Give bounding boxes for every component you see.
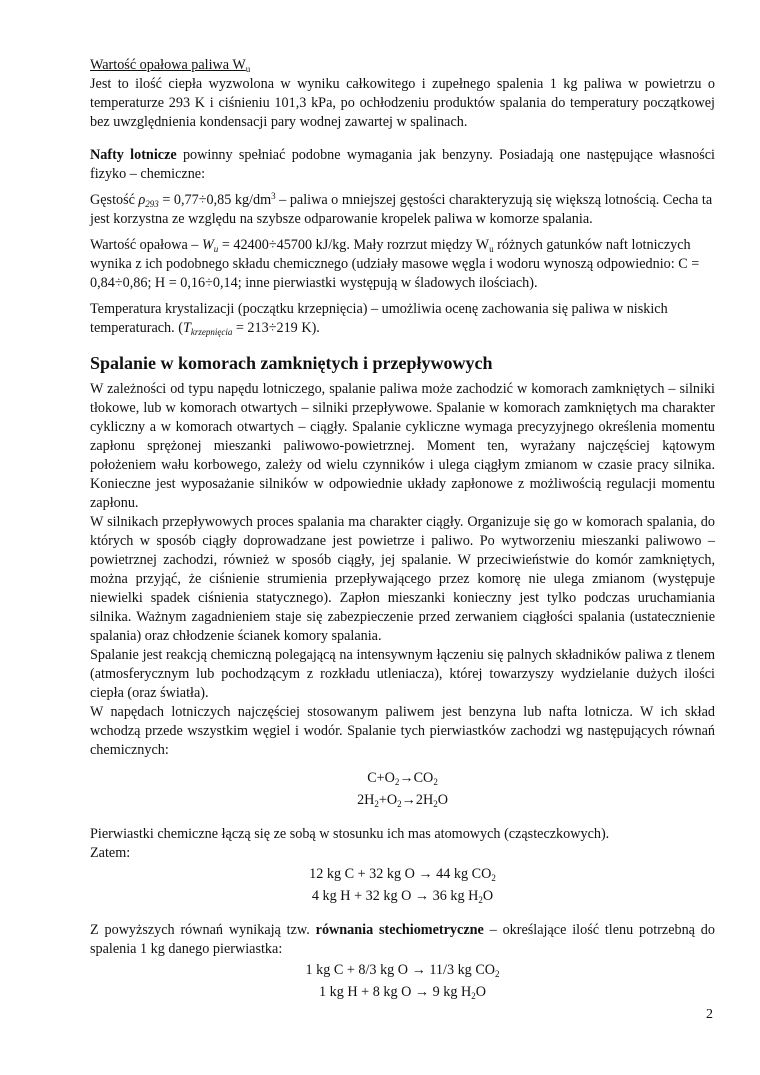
section-title-heating-value: Wartość opałowa paliwa $W_u$ bbox=[90, 57, 251, 74]
page-number: 2 bbox=[706, 1007, 713, 1022]
equation-carbon: $C+O_2\to CO_2$ bbox=[367, 770, 438, 787]
section-heading-combustion: Spalanie w komorach zamkniętych i przepływowych bbox=[90, 353, 493, 373]
heating-value-definition: Jest to ilość ciepła wyzwolona w wyniku całkowitego i zupełnego spalenia 1 kg paliwa w powietrzu o temperaturze 293 K i ciśnieniu 101,3 kPa, po ochłodzeniu produktów spalania do temperatury początkowej bez uwzględnienia kondensacji pary wodnej zawartej w spalinach. bbox=[90, 76, 715, 130]
paragraph-atomic-masses: Pierwiastki chemiczne łączą się ze sobą w stosunku ich mas atomowych (cząsteczkowych). bbox=[90, 826, 610, 842]
paragraph-chamber-types: W zależności od typu napędu lotniczego, spalanie paliwa może zachodzić w komorach zamkniętych – silniki tłokowe, lub w komorach otwartych – silniki przepływowe. Spalanie w komorach zamkniętych ma charakter cykliczny a w komorach otwartych – ciągły. Spalanie cykliczne wymaga precyzyjnego określenia momentu zapłonu sprężonej mieszanki paliwowo-powietrznej. Moment ten, wyrażany najczęściej kątowym położeniem wału korbowego, zależy od wielu czynników i ulega ciągłym zmianom w czasie pracy silnika. Konieczne jest wyposażanie silników w odpowiednie układy zapłonowe z możliwością regulacji momentu zapłonu. bbox=[90, 381, 715, 511]
paragraph-fuels: W napędach lotniczych najczęściej stosowanym paliwem jest benzyna lub nafta lotnicza. W ich skład wchodzą przede wszystkim węgiel i wodór. Spalanie tych pierwiastków zachodzi wg następujących równań chemicznych: bbox=[90, 704, 715, 758]
heating-value-paragraph: Wartość opałowa – $W_u = 42400\div 45700$ kJ/kg. Mały rozrzut między $W_u$ różnych gatunków naft lotniczych wynika z ich podobnego składu chemicznego (udziały masowe węgla i wodoru wynoszą odpowiednio: C = 0,84÷0,86; H = 0,16÷0,14; inne pierwiastki występują w śladowych ilościach). bbox=[90, 237, 700, 291]
crystallization-paragraph: Temperatura krystalizacji (początku krzepnięcia) – umożliwia ocenę zachowania się paliwa w niskich temperaturach. ($T_{krzepnięcia} = 213\div 219$ K). bbox=[90, 301, 668, 337]
equation-carbon-mass: 12 kg C + 32 kg O → 44 kg $CO_2$ bbox=[309, 866, 496, 883]
document-page bbox=[90, 56, 715, 1003]
equation-carbon-stoich: 1 kg C + 8/3 kg O → 11/3 kg $CO_2$ bbox=[305, 962, 500, 979]
equation-hydrogen: $2H_2+O_2\to 2H_2O$ bbox=[357, 792, 448, 809]
paragraph-combustion-definition: Spalanie jest reakcją chemiczną polegającą na intensywnym łączeniu się palnych składników paliwa z tlenem (atmosferycznym lub pochodzącym z rozkładu utleniacza), której towarzyszy wydzielanie dużych ilości ciepła (oraz światła). bbox=[90, 647, 715, 701]
paragraph-stoichiometric: Z powyższych równań wynikają tzw. równania stechiometryczne – określające ilość tlenu potrzebną do spalenia 1 kg danego pierwiastka: bbox=[90, 922, 715, 957]
equation-hydrogen-stoich: 1 kg H + 8 kg O → 9 kg $H_2O$ bbox=[319, 984, 486, 1001]
jet-fuel-bold: Nafty lotnicze bbox=[90, 147, 177, 163]
equation-hydrogen-mass: 4 kg H + 32 kg O → 36 kg $H_2O$ bbox=[311, 888, 494, 905]
density-paragraph: Gęstość $\rho_{293} = 0,77\div 0,85$ $kg/dm^3$ – paliwa o mniejszej gęstości charakteryzują się większą lotnością. Cecha ta jest korzystna ze względu na szybsze odparowanie kropelek paliwa w komorze spalania. bbox=[90, 191, 713, 227]
paragraph-flow-engines: W silnikach przepływowych proces spalania ma charakter ciągły. Organizuje się go w komorach spalania, do których w sposób ciągły doprowadzane jest powietrze i paliwo. Po wytworzeniu mieszanki paliwowo – powietrznej zachodzi, również w sposób ciągły, jej spalanie. W przeciwieństwie do komór zamkniętych, można przyjąć, że ciśnienie strumienia przepływającego przez komorę nie ulega zmianom (występuje niewielki spadek ciśnienia statycznego). Zapłon mieszanki konieczny jest tylko podczas uruchamiania silnika. Ważnym zagadnieniem staje się zabezpieczenie przed zerwaniem ciągłości spalania (ustatecznienie spalania) oraz chłodzenie ścianek komory spalania. bbox=[90, 514, 715, 644]
jet-fuel-intro: Nafty lotnicze powinny spełniać podobne wymagania jak benzyny. Posiadają one następujące własności fizyko – chemiczne: bbox=[90, 147, 715, 182]
paragraph-therefore: Zatem: bbox=[90, 845, 131, 861]
